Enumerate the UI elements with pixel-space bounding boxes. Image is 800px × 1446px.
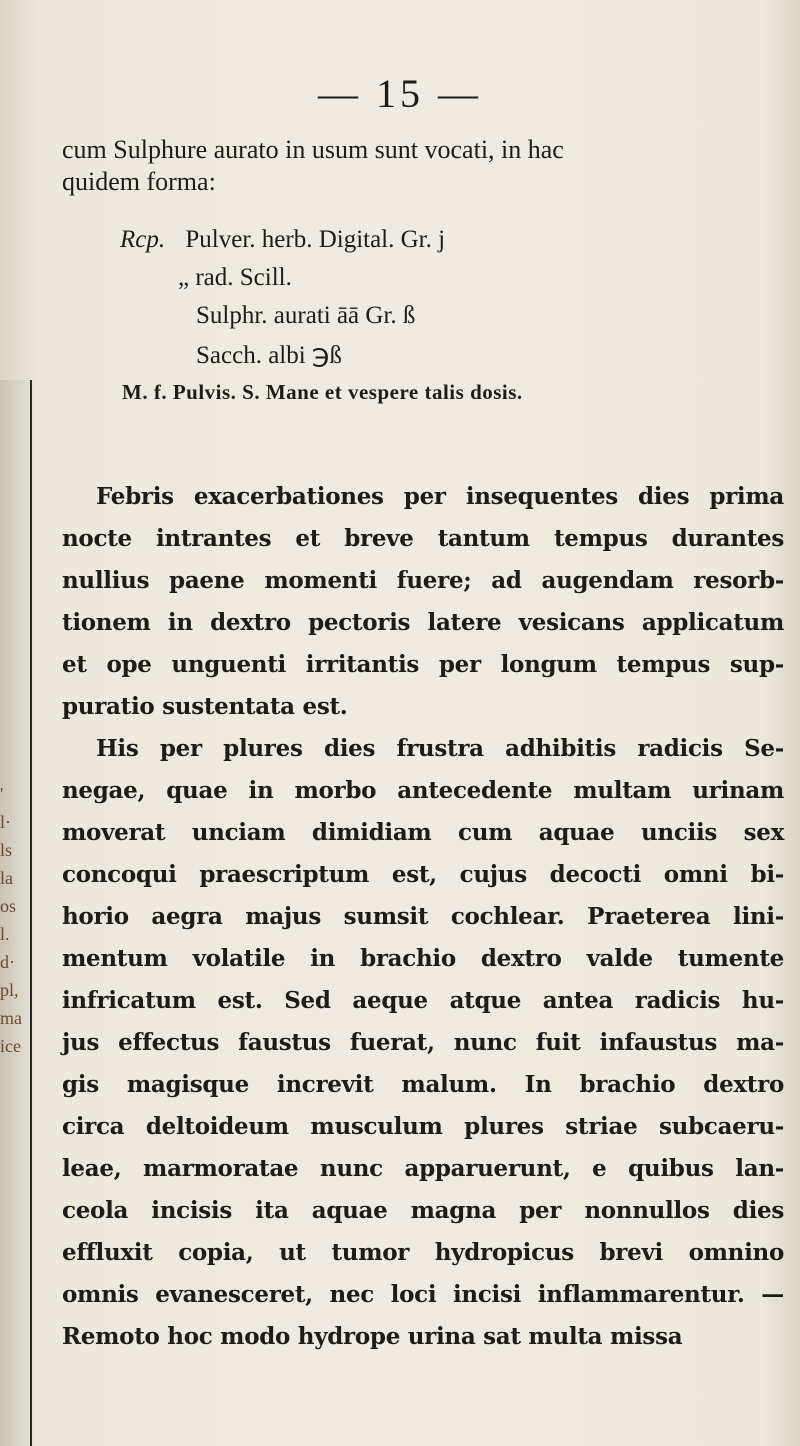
margin-fragment: os <box>0 896 17 916</box>
margin-fragment: l. <box>0 924 10 944</box>
facing-page-fragments <box>0 780 30 1060</box>
text-line: tionem in dextro pectoris latere vesicans applicatum <box>62 609 784 636</box>
text-line: horio aegra majus sumsit cochlear. Praeterea lini- <box>62 903 784 930</box>
intro-paragraph <box>62 134 782 198</box>
text-line: concoqui praescriptum est, cujus decocti omni bi- <box>62 861 784 888</box>
text-line: circa deltoideum musculum plures striae subcaeru- <box>62 1113 784 1140</box>
text-line: omnis evanesceret, nec loci incisi inflammarentur. — <box>62 1281 784 1308</box>
margin-fragment: ma <box>0 1008 22 1028</box>
prescription-label: Rcp. <box>120 226 166 253</box>
text-line: His per plures dies frustra adhibitis radicis Se- <box>96 735 784 762</box>
text-line: negae, quae in morbo antecedente multam urinam <box>62 777 784 804</box>
prescription-text: „ rad. Scill. <box>178 264 292 291</box>
text-line: leae, marmoratae nunc apparuerunt, e quibus lan- <box>62 1155 784 1182</box>
prescription-row <box>196 340 342 370</box>
text-line: Remoto hoc modo hydrope urina sat multa missa <box>62 1323 683 1350</box>
prescription-row <box>196 302 415 330</box>
prescription-row <box>178 264 292 292</box>
text-line: nocte intrantes et breve tantum tempus durantes <box>62 525 784 552</box>
text-line: moverat unciam dimidiam cum aquae unciis sex <box>62 819 784 846</box>
prescription-text: Pulver. herb. Digital. Gr. j <box>185 226 446 253</box>
margin-fragment: la <box>0 868 13 888</box>
prescription-signature: M. f. Pulvis. S. Mane et vespere talis dosis. <box>122 380 523 404</box>
text-line: nullius paene momenti fuere; ad augendam resorb- <box>62 567 784 594</box>
main-text <box>62 476 784 1358</box>
margin-fragment: ls <box>0 840 13 860</box>
prescription-row <box>120 226 445 254</box>
margin-fragment: d· <box>0 952 15 972</box>
margin-fragment: ice <box>0 1036 21 1056</box>
text-line: et ope unguenti irritantis per longum tempus sup- <box>62 651 784 678</box>
gutter-edge-line <box>30 380 32 1446</box>
text-line: gis magisque increvit malum. In brachio dextro <box>62 1071 784 1098</box>
text-line: Febris exacerbationes per insequentes dies prima <box>96 483 784 510</box>
intro-line: quidem forma: <box>62 167 216 196</box>
text-line: puratio sustentata est. <box>62 693 348 720</box>
page-number: — 15 — <box>318 71 482 116</box>
text-line: effluxit copia, ut tumor hydropicus brevi omnino <box>62 1239 784 1266</box>
margin-fragment: l· <box>0 812 11 832</box>
text-line: jus effectus faustus fuerat, nunc fuit infaustus ma- <box>62 1029 784 1056</box>
text-line: ceola incisis ita aquae magna per nonnullos dies <box>62 1197 784 1224</box>
prescription-text: Sulphr. aurati āā Gr. ß <box>196 302 416 329</box>
margin-fragment: ' <box>0 784 4 804</box>
intro-line: cum Sulphure aurato in usum sunt vocati, in hac <box>62 135 564 164</box>
text-line: mentum volatile in brachio dextro valde tumente <box>62 945 784 972</box>
margin-fragment: pl, <box>0 980 19 1000</box>
prescription-text: Sacch. albi ℈ß <box>196 342 342 369</box>
text-line: infricatum est. Sed aeque atque antea radicis hu- <box>62 987 784 1014</box>
